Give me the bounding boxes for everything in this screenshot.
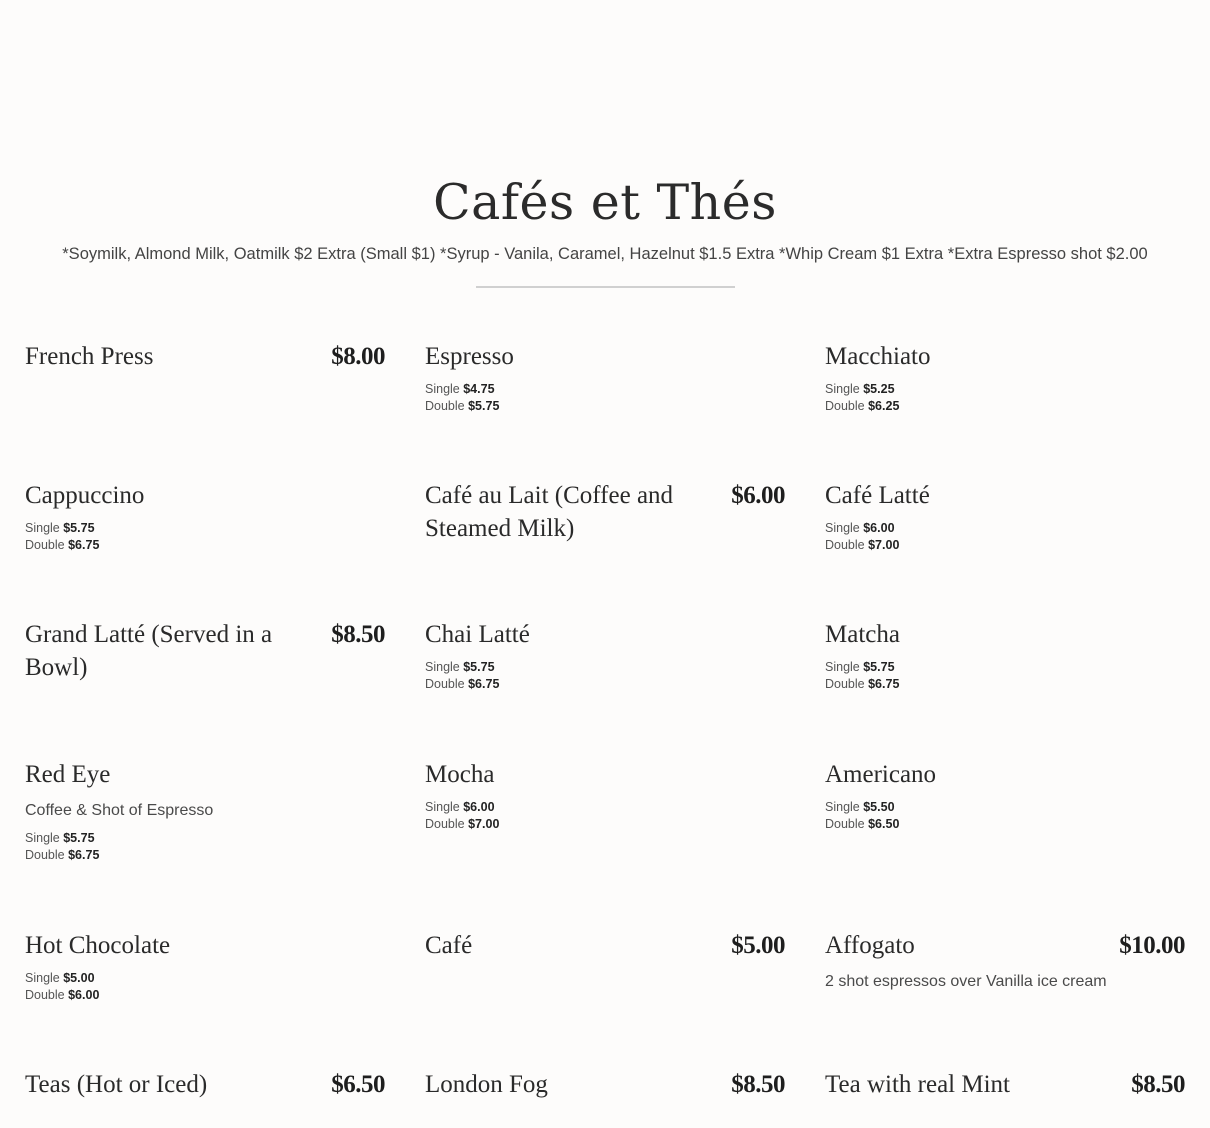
size-single: Single $6.00 (825, 521, 895, 535)
menu-item-affogato (825, 929, 1185, 1068)
menu-item-americano (825, 758, 1185, 929)
menu-item-matcha (825, 618, 1185, 758)
menu-item-london-fog (425, 1068, 785, 1128)
item-price: $8.50 (1131, 1071, 1185, 1098)
menu-item-macchiato (825, 340, 1185, 479)
size-prices (825, 520, 1185, 553)
menu-item-grand-latte (25, 618, 385, 758)
size-prices (25, 830, 385, 863)
menu-item-cafe-latte (825, 479, 1185, 618)
item-name: Chai Latté (425, 621, 530, 648)
item-price: $8.50 (731, 1071, 785, 1098)
item-price: $8.50 (331, 621, 385, 648)
item-name: Teas (Hot or Iced) (25, 1071, 208, 1098)
item-name: Café au Lait (Coffee and Steamed Milk) (425, 482, 674, 542)
menu-item-cappuccino (25, 479, 385, 618)
menu-item-cafe (425, 929, 785, 1068)
menu-item-mocha (425, 758, 785, 929)
menu-item-teas (25, 1068, 385, 1128)
size-single: Single $5.75 (25, 831, 95, 845)
menu-item-chai-latte (425, 618, 785, 758)
item-price: $10.00 (1119, 932, 1185, 959)
item-name: Macchiato (825, 343, 931, 370)
size-single: Single $6.00 (425, 800, 495, 814)
size-double: Double $6.75 (25, 847, 100, 862)
item-description: 2 shot espressos over Vanilla ice cream (825, 973, 1107, 990)
size-single: Single $4.75 (425, 382, 495, 396)
size-single: Single $5.00 (25, 971, 95, 985)
menu-item-french-press (25, 340, 385, 479)
size-prices (825, 799, 1185, 832)
size-double: Double $7.00 (425, 816, 500, 831)
size-single: Single $5.75 (825, 660, 895, 674)
size-prices (825, 381, 1185, 414)
size-double: Double $6.75 (25, 537, 100, 552)
item-price: $5.00 (731, 932, 785, 959)
size-double: Double $6.25 (825, 398, 900, 413)
menu-item-hot-chocolate (25, 929, 385, 1068)
size-double: Double $6.75 (425, 676, 500, 691)
item-name: Mocha (425, 761, 495, 788)
menu-grid (25, 340, 1185, 1128)
size-double: Double $6.50 (825, 816, 900, 831)
size-double: Double $6.75 (825, 676, 900, 691)
size-double: Double $5.75 (425, 398, 500, 413)
item-name: French Press (25, 343, 154, 370)
size-prices (25, 520, 385, 553)
item-name: Cappuccino (25, 482, 145, 509)
item-price: $8.00 (331, 343, 385, 370)
size-single: Single $5.75 (425, 660, 495, 674)
size-double: Double $6.00 (25, 987, 100, 1002)
menu-item-red-eye (25, 758, 385, 929)
size-single: Single $5.25 (825, 382, 895, 396)
item-name: Matcha (825, 621, 900, 648)
size-prices (25, 970, 385, 1003)
size-prices (425, 799, 785, 832)
size-single: Single $5.50 (825, 800, 895, 814)
menu-item-tea-with-mint (825, 1068, 1185, 1128)
item-name: Tea with real Mint (825, 1071, 1010, 1098)
item-name: Affogato (825, 932, 915, 959)
size-double: Double $7.00 (825, 537, 900, 552)
extras-note: *Soymilk, Almond Milk, Oatmilk $2 Extra (Small $1) *Syrup - Vanila, Caramel, Hazelnut $1.5 Extra *Whip Cream $1 Extra *Extra Espresso shot $2.00 (62, 245, 1148, 263)
size-prices (425, 659, 785, 692)
item-description: Coffee & Shot of Espresso (25, 802, 214, 819)
item-name: London Fog (425, 1071, 548, 1098)
item-name: Café Latté (825, 482, 930, 509)
menu-header (0, 170, 1210, 266)
item-name: Grand Latté (Served in a Bowl) (25, 621, 273, 681)
menu-item-cafe-au-lait (425, 479, 785, 618)
item-name: Café (425, 932, 473, 959)
item-name: Espresso (425, 343, 514, 370)
item-price: $6.00 (731, 482, 785, 509)
item-name: Red Eye (25, 761, 111, 788)
page-title: Cafés et Thés (433, 174, 777, 231)
item-name: Americano (825, 761, 937, 788)
size-prices (425, 381, 785, 414)
size-single: Single $5.75 (25, 521, 95, 535)
item-price: $6.50 (331, 1071, 385, 1098)
menu-item-espresso (425, 340, 785, 479)
item-name: Hot Chocolate (25, 932, 171, 959)
size-prices (825, 659, 1185, 692)
title-divider (476, 286, 735, 288)
